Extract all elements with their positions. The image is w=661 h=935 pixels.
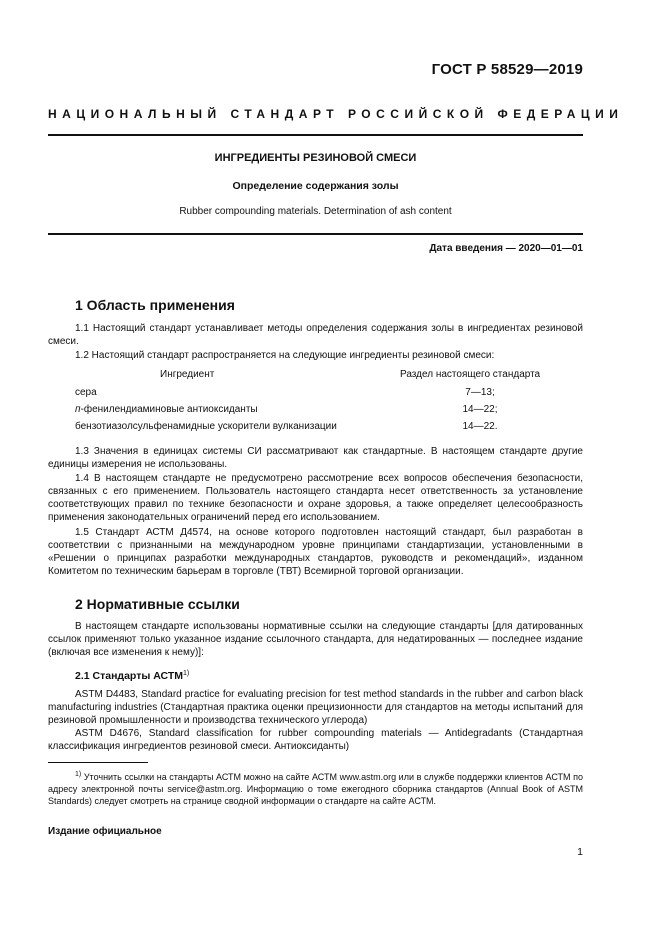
section-2-intro bbox=[48, 620, 583, 659]
header-divider bbox=[48, 134, 583, 136]
official-edition-label: Издание официальное bbox=[48, 826, 162, 837]
footnote-paragraph bbox=[48, 769, 583, 807]
reference-astm-d4676 bbox=[48, 727, 583, 753]
paragraph-1-3 bbox=[48, 445, 583, 471]
table-row-name: -фенилендиаминовые антиоксиданты bbox=[80, 404, 258, 415]
paragraph-1-1 bbox=[48, 322, 583, 348]
table-row-section: 14—22. bbox=[462, 421, 498, 432]
title-divider bbox=[48, 233, 583, 235]
table-header-ingredient: Ингредиент bbox=[160, 369, 215, 380]
subsection-2-1-title: 2.1 Стандарты АСТМ bbox=[75, 670, 184, 682]
table-row: бензотиазолсульфенамидные ускорители вулканизации bbox=[75, 421, 337, 432]
paragraph-1-5 bbox=[48, 526, 583, 578]
paragraph-1-5-text: 1.5 Стандарт АСТМ Д4574, на основе которого подготовлен настоящий стандарт, был разработан в соответствии с признанными на международном уровне принципами стандартизации, установленными в «Решении о принципах разработки международных стандартов, руководств и рекомендаций», изданном Комитетом по техническим барьерам в торговле (ТВТ) Всемирной торговой организации. bbox=[48, 527, 583, 577]
paragraph-1-4-text: 1.4 В настоящем стандарте не предусмотрено рассмотрение всех вопросов обеспечения безопасности, связанных с его применением. Пользователь настоящего стандарта несет ответственность за установление соответствующих правил по технике безопасности и охране здоровья, а также определяет целесообразность применения законодательных ограничений перед его использованием. bbox=[48, 473, 583, 523]
footnote-divider bbox=[48, 762, 148, 763]
footnote bbox=[48, 769, 583, 807]
footnote-text: Уточнить ссылки на стандарты АСТМ можно на сайте АСТМ www.astm.org или в службе поддержки клиентов АСТМ по адресу электронной почты service@astm.org. Информацию о томе ежегодного сборника стандартов (Annual Book of ASTM Standards) следует смотреть на странице сводной информации о стандарте на сайте АСТМ. bbox=[48, 772, 583, 806]
footnote-mark: 1) bbox=[75, 771, 82, 778]
footnote-reference: 1) bbox=[183, 670, 190, 677]
table-row bbox=[75, 404, 258, 415]
table-row-section: 14—22; bbox=[462, 404, 498, 415]
reference-astm-d4483-text: ASTM D4483, Standard practice for evaluating precision for test method standards in the rubber and carbon black manufacturing industries (Стандартная практика оценки прецизионности для стандартов на методы испытаний для резиновой промышленности и производства технического углерода) bbox=[48, 689, 583, 726]
introduction-date: Дата введения — 2020—01—01 bbox=[429, 243, 583, 254]
section-1-heading: 1 Область применения bbox=[75, 297, 235, 313]
paragraph-1-3-text: 1.3 Значения в единицах системы СИ рассматривают как стандартные. В настоящем стандарте другие единицы измерения не использованы. bbox=[48, 446, 583, 470]
page-number: 1 bbox=[577, 846, 583, 858]
paragraph-1-2 bbox=[48, 349, 583, 362]
paragraph-1-1-text: 1.1 Настоящий стандарт устанавливает методы определения содержания золы в ингредиентах резиновой смеси. bbox=[48, 323, 583, 347]
document-title-english: Rubber compounding materials. Determination of ash content bbox=[179, 206, 452, 217]
subsection-2-1-heading bbox=[75, 670, 189, 682]
document-subtitle: Определение содержания золы bbox=[232, 180, 399, 192]
table-row-section: 7—13; bbox=[465, 387, 495, 398]
section-2-heading: 2 Нормативные ссылки bbox=[75, 596, 240, 612]
table-row: сера bbox=[75, 387, 97, 398]
section-2-intro-text: В настоящем стандарте использованы нормативные ссылки на следующие стандарты [для датированных ссылок применяют только указанное издание ссылочного стандарта, для недатированных — последнее издание (включая все изменения к нему)]: bbox=[48, 621, 583, 658]
paragraph-1-2-text: 1.2 Настоящий стандарт распространяется на следующие ингредиенты резиновой смеси: bbox=[75, 350, 495, 361]
document-title: ИНГРЕДИЕНТЫ РЕЗИНОВОЙ СМЕСИ bbox=[214, 152, 417, 164]
standard-number: ГОСТ Р 58529—2019 bbox=[431, 61, 583, 78]
national-standard-title: НАЦИОНАЛЬНЫЙ СТАНДАРТ РОССИЙСКОЙ ФЕДЕРАЦИИ bbox=[48, 107, 624, 121]
table-header-section: Раздел настоящего стандарта bbox=[400, 369, 541, 380]
paragraph-1-4 bbox=[48, 472, 583, 524]
reference-astm-d4483 bbox=[48, 688, 583, 727]
italic-prefix: п bbox=[75, 404, 81, 415]
reference-astm-d4676-text: ASTM D4676, Standard classification for rubber compounding materials — Antidegradants (Стандартная классификация ингредиентов резиновой смеси. Антиоксиданты) bbox=[48, 728, 583, 752]
